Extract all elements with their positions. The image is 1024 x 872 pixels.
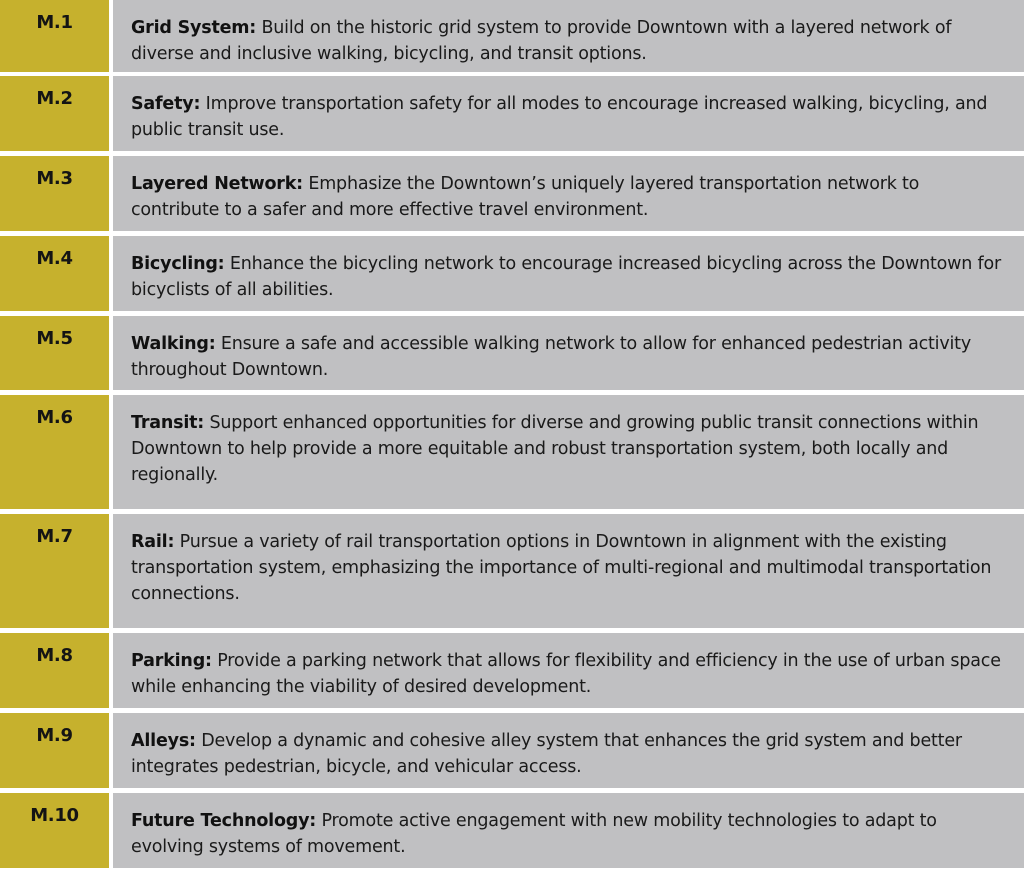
policy-description-cell: [113, 316, 1024, 390]
policy-code: M.9: [36, 725, 73, 746]
policy-title: Parking:: [131, 651, 212, 671]
policy-description: [131, 331, 1006, 383]
policy-code: M.6: [36, 407, 73, 428]
policy-code: M.10: [30, 805, 79, 826]
policy-description-cell: [113, 633, 1024, 708]
policy-title: Walking:: [131, 334, 216, 354]
policy-code-cell: [0, 156, 109, 231]
table-row: [0, 236, 1024, 311]
table-row: [0, 76, 1024, 151]
policy-code-cell: [0, 395, 109, 509]
policy-code-cell: [0, 236, 109, 311]
table-row: [0, 514, 1024, 628]
policy-title: Layered Network:: [131, 174, 303, 194]
policy-description-cell: [113, 395, 1024, 509]
policy-description: [131, 728, 1006, 780]
policy-title: Rail:: [131, 532, 175, 552]
policy-code-cell: [0, 0, 109, 72]
policy-text: Promote active engagement with new mobility technologies to adapt to evolving systems of movement.: [131, 811, 937, 857]
policy-code-cell: [0, 793, 109, 868]
policy-text: Support enhanced opportunities for diverse and growing public transit connections within Downtown to help provide a more equitable and robust transportation system, both locally and regionally.: [131, 413, 979, 485]
policy-text: Emphasize the Downtown’s uniquely layered transportation network to contribute to a safer and more effective travel environment.: [131, 174, 920, 220]
policy-code-cell: [0, 316, 109, 390]
policy-description: [131, 91, 1006, 143]
policy-code: M.4: [36, 248, 73, 269]
policy-title: Future Technology:: [131, 811, 317, 831]
policy-title: Grid System:: [131, 18, 257, 38]
policy-description: [131, 251, 1006, 303]
policy-text: Develop a dynamic and cohesive alley system that enhances the grid system and better integrates pedestrian, bicycle, and vehicular access.: [131, 731, 962, 777]
policy-code: M.5: [36, 328, 73, 349]
policy-code-cell: [0, 76, 109, 151]
policy-text: Provide a parking network that allows for flexibility and efficiency in the use of urban space while enhancing the viability of desired development.: [131, 651, 1001, 697]
policy-description: [131, 808, 1006, 860]
policy-text: Pursue a variety of rail transportation options in Downtown in alignment with the existing transportation system, emphasizing the importance of multi-regional and multimodal transportation connections.: [131, 532, 992, 604]
policy-code: M.7: [36, 526, 73, 547]
policy-description-cell: [113, 0, 1024, 72]
policy-code-cell: [0, 713, 109, 788]
policy-description-cell: [113, 76, 1024, 151]
table-row: [0, 713, 1024, 788]
policy-description-cell: [113, 514, 1024, 628]
table-row: [0, 395, 1024, 509]
policy-description-cell: [113, 236, 1024, 311]
policy-title: Transit:: [131, 413, 205, 433]
policy-text: Enhance the bicycling network to encourage increased bicycling across the Downtown for bicyclists of all abilities.: [131, 254, 1002, 300]
table-row: [0, 156, 1024, 231]
policy-description: [131, 648, 1006, 700]
table-row: [0, 793, 1024, 868]
policy-code: M.3: [36, 168, 73, 189]
policy-description: [131, 529, 1006, 607]
policy-description: [131, 410, 1006, 488]
policy-title: Alleys:: [131, 731, 196, 751]
policy-title: Bicycling:: [131, 254, 225, 274]
policy-description-cell: [113, 793, 1024, 868]
policy-description-cell: [113, 156, 1024, 231]
policy-text: Build on the historic grid system to provide Downtown with a layered network of diverse and inclusive walking, bicycling, and transit options.: [131, 18, 952, 64]
policy-code-cell: [0, 633, 109, 708]
table-row: [0, 316, 1024, 390]
table-row: [0, 0, 1024, 72]
policy-code: M.8: [36, 645, 73, 666]
policy-code: M.2: [36, 88, 73, 109]
policy-text: Ensure a safe and accessible walking network to allow for enhanced pedestrian activity throughout Downtown.: [131, 334, 971, 380]
policy-description: [131, 15, 1006, 67]
policy-code: M.1: [36, 12, 73, 33]
policy-description: [131, 171, 1006, 223]
table-row: [0, 633, 1024, 708]
policy-description-cell: [113, 713, 1024, 788]
policy-text: Improve transportation safety for all modes to encourage increased walking, bicycling, and public transit use.: [131, 94, 988, 140]
policy-title: Safety:: [131, 94, 201, 114]
policy-code-cell: [0, 514, 109, 628]
